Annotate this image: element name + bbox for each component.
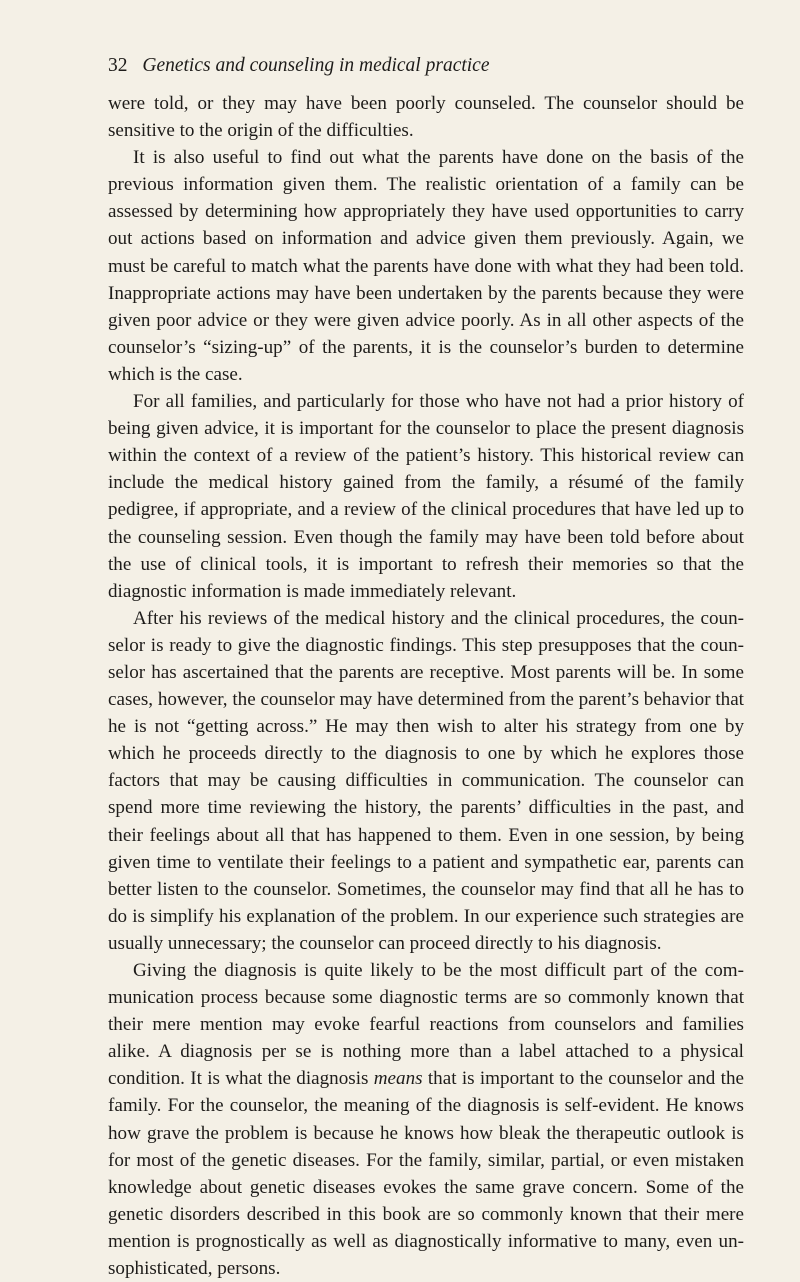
book-page — [108, 52, 744, 1282]
paragraph-text-part: Giving the diagnosis is quite likely to be the most difficult part of the communication process because some diagnostic terms are so commonly known that their mere mention may evoke fearful reactions from counselors and families alike. A diagnosis per se is nothing more than a label attached to a physical condition. It is what the diagnosis — [108, 960, 744, 1090]
book-title: Genetics and counseling in medical practice — [142, 55, 490, 76]
paragraph-history-review: For all families, and particularly for those who have not had a prior history of being given advice, it is important for the counselor to place the present diagnosis within the context of a review of the patient’s history. This historical review can include the medical history gained from the family, a résumé of the family pedigree, if appropriate, and a review of the clinical procedures that have led up to the counseling session. Even though the family may have been told before about the use of clinical tools, it is important to refresh their memories so that the diagnostic information is made immediately relevant. — [108, 391, 744, 602]
paragraph-text-part: that is important to the counselor and the family. For the counselor, the meaning of the diagnosis is self-evident. He knows how grave the problem is because he knows how bleak the therapeutic outlook is for most of the genetic diseases. For the family, similar, partial, or even mistaken knowledge about genetic diseases evokes the same grave concern. Some of the genetic disorders described in this book are so commonly known that their mere mention is prognostically as well as diagnostically informative to many, even unsophisticated, persons. — [108, 1068, 744, 1280]
running-head — [108, 52, 744, 80]
paragraph-diagnostic-findings: After his reviews of the medical history and the clinical procedures, the counselor is ready to give the diagnostic findings. This step presupposes that the counselor has ascertained that the parents are receptive. Most parents will be. In some cases, however, the counselor may have determined from the parent’s behavior that he is not “getting across.” He may then wish to alter his strategy from one by which he proceeds directly to the diagnosis to one by which he explores those factors that may be causing difficulties in communication. The counselor can spend more time reviewing the history, the parents’ difficulties in the past, and their feelings about all that has happened to them. Even in one session, by being given time to ventilate their feelings to a patient and sympathetic ear, parents can better listen to the counselor. Sometimes, the counselor may find that all he has to do is simplify his explanation of the problem. In our experience such strategies are usually unnecessary; the counselor can proceed directly to his diagnosis. — [108, 607, 744, 954]
emphasized-word: means — [373, 1068, 423, 1090]
paragraph-continuation: were told, or they may have been poorly counseled. The counselor should be sensitive to the origin of the difficulties. — [108, 93, 744, 142]
paragraph-parents-actions: It is also useful to find out what the parents have done on the basis of the previous information given them. The realistic orientation of a family can be assessed by determining how appropriately they have used opportunities to carry out actions based on information and advice given them previously. Again, we must be careful to match what the parents have done with what they had been told. Inappropriate actions may have been undertaken by the parents because they were given poor advice or they were given advice poorly. As in all other aspects of the counselor’s “sizing-up” of the parents, it is the counselor’s burden to determine which is the case. — [108, 147, 744, 385]
body-text — [108, 90, 744, 1282]
paragraph-giving-diagnosis — [108, 957, 744, 1282]
page-number: 32 — [108, 55, 128, 76]
